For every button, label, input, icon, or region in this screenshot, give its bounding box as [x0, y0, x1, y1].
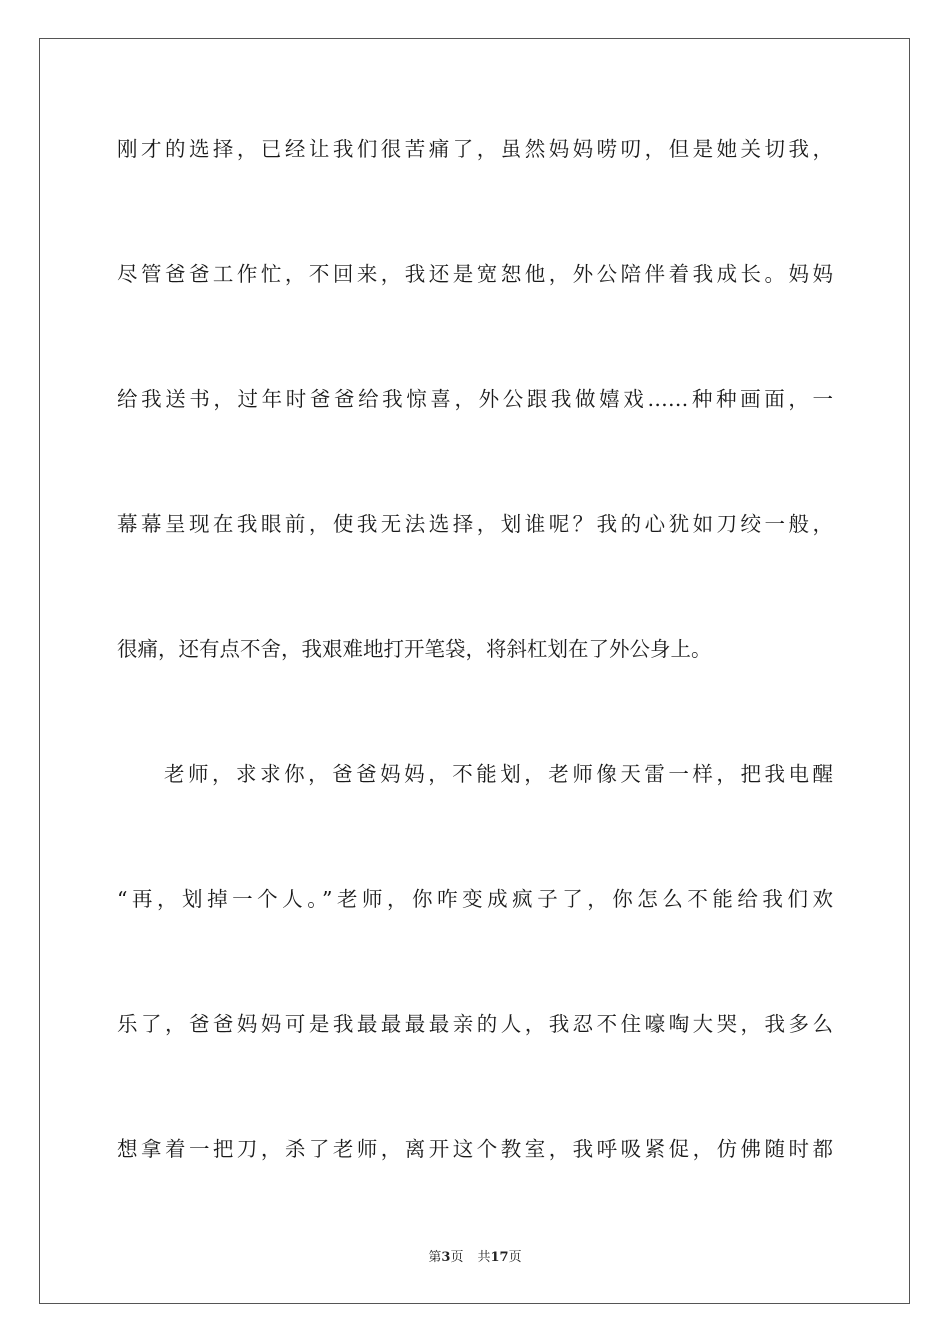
page-number: 3 [441, 1250, 451, 1265]
text-line-6: 老师，求求你，爸爸妈妈，不能划，老师像天雷一样，把我电醒 [164, 762, 833, 786]
text-line-4: 幕幕呈现在我眼前，使我无法选择，划谁呢？我的心犹如刀绞一般， [117, 512, 833, 536]
total-suffix: 页 [508, 1250, 522, 1265]
page-suffix: 页 [450, 1250, 464, 1265]
text-line-8: 乐了，爸爸妈妈可是我最最最最亲的人，我忍不住嚎啕大哭，我多么 [117, 1012, 833, 1036]
page-border [39, 38, 910, 1304]
page-footer [0, 1246, 950, 1265]
text-line-9: 想拿着一把刀，杀了老师，离开这个教室，我呼吸紧促，仿佛随时都 [117, 1137, 833, 1161]
total-pages: 17 [490, 1250, 509, 1265]
text-line-7: “再，划掉一个人。”老师，你咋变成疯子了，你怎么不能给我们欢 [117, 887, 833, 911]
text-line-5: 很痛，还有点不舍，我艰难地打开笔袋，将斜杠划在了外公身上。 [117, 637, 712, 661]
text-line-3: 给我送书，过年时爸爸给我惊喜，外公跟我做嬉戏……种种画面，一 [117, 387, 833, 411]
text-line-2: 尽管爸爸工作忙，不回来，我还是宽恕他，外公陪伴着我成长。妈妈 [117, 262, 833, 286]
total-prefix: 共 [477, 1250, 491, 1265]
text-line-1: 刚才的选择，已经让我们很苦痛了，虽然妈妈唠叨，但是她关切我， [117, 137, 833, 161]
page-prefix: 第 [428, 1250, 442, 1265]
